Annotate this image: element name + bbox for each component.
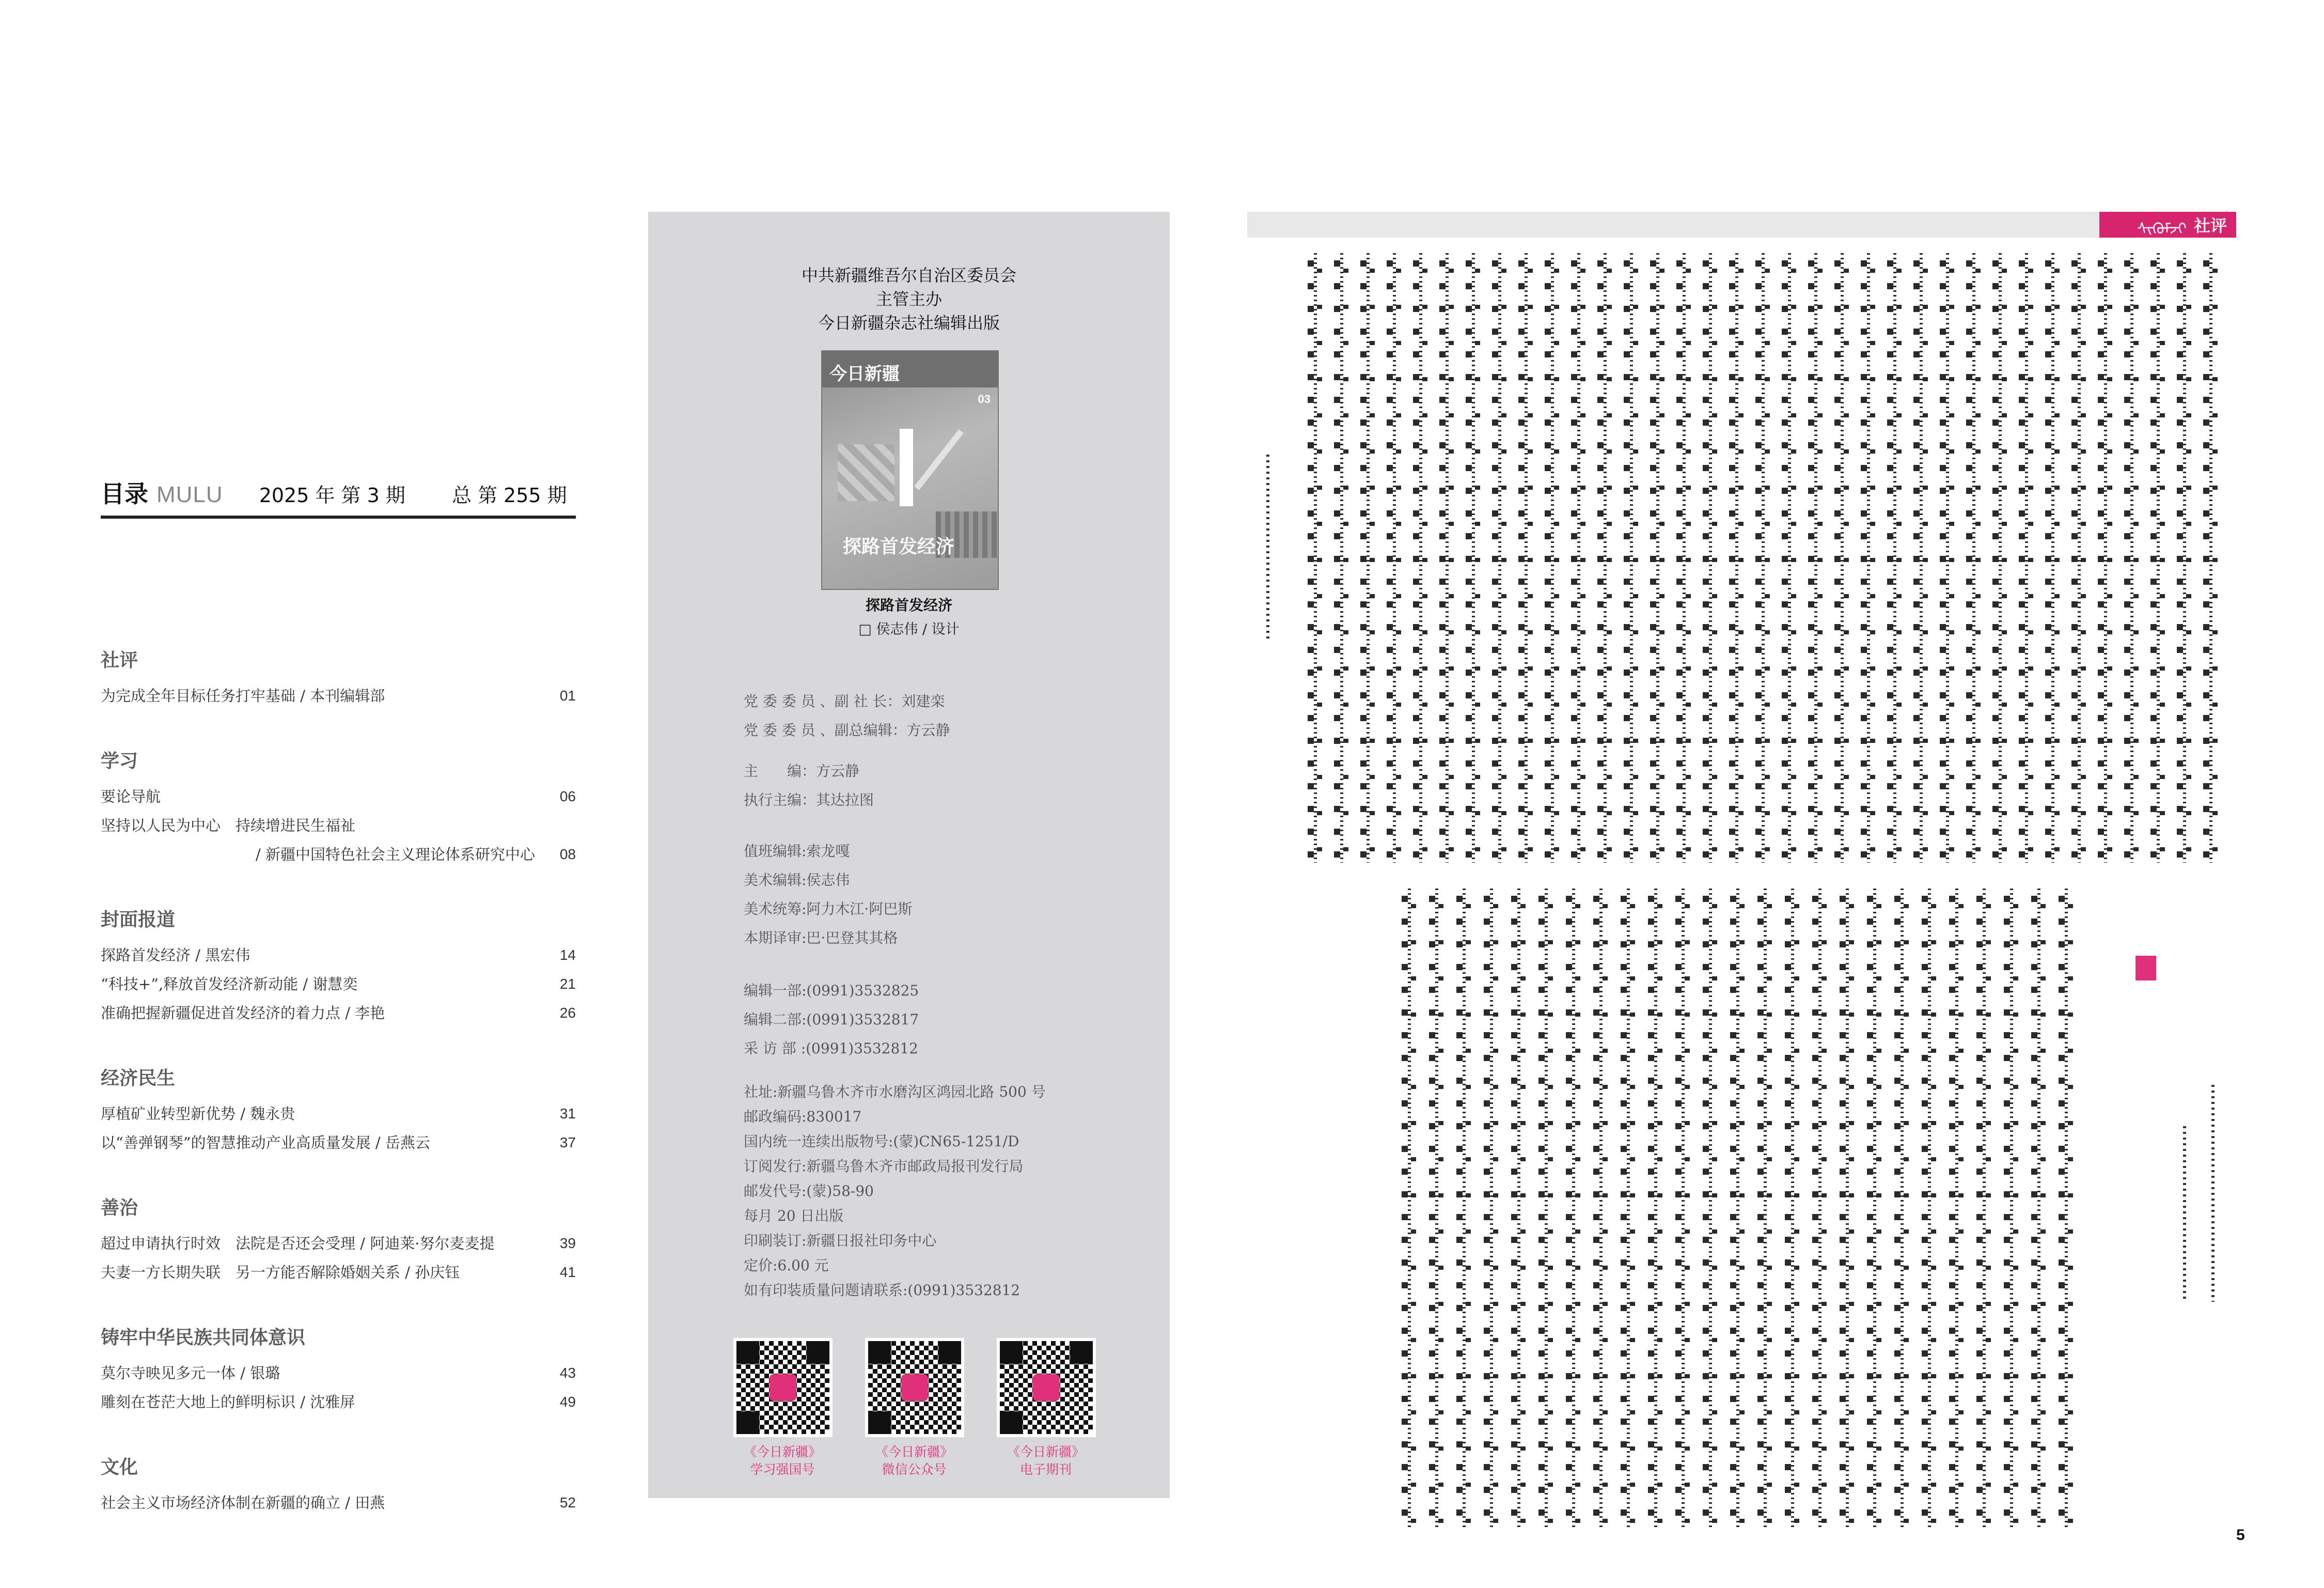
staff-line: 国内统一连续出版物号:(蒙)CN65-1251/D [744, 1133, 1019, 1150]
toc-entry[interactable] [101, 1099, 576, 1128]
qr-label: 学习强国号 [750, 1462, 815, 1477]
mongolian-text-column [1622, 253, 1641, 863]
toc-entry-title: 超过申请执行时效 法院是否还会受理 / 阿迪莱·努尔麦麦提 [101, 1235, 495, 1252]
qr-logo-icon [770, 1374, 796, 1401]
mongolian-text-column [1920, 889, 1939, 1529]
paragraph-marker-icon [2135, 956, 2156, 980]
toc-entry[interactable] [101, 811, 576, 840]
publisher-line: 今日新疆杂志社编辑出版 [818, 313, 1000, 333]
toc-pinyin: MULU [156, 482, 223, 507]
staff-list-issue [744, 837, 912, 953]
toc-title: 目录 [101, 480, 148, 508]
toc-entry[interactable] [101, 941, 576, 970]
mongolian-text-column [1885, 253, 1905, 863]
article-note [2177, 1126, 2192, 1302]
mongolian-text-column [1427, 889, 1447, 1529]
staff-line: 主 编：方云静 [744, 762, 860, 780]
toc-sections [101, 646, 576, 1553]
cover-issue: 03 [978, 393, 991, 406]
mongolian-text-column [1648, 253, 1668, 863]
toc-entry-page: 52 [559, 1494, 576, 1511]
toc-entry[interactable] [101, 782, 576, 811]
staff-line: 如有印装质量问题请联系:(0991)3532812 [744, 1282, 1020, 1299]
mongolian-text-column [1728, 889, 1748, 1529]
toc-section [101, 1193, 576, 1287]
mongolian-text-column [1974, 889, 1994, 1529]
toc-entry-title: 探路首发经济 / 黑宏伟 [101, 946, 250, 964]
toc-section-title: 学习 [101, 751, 138, 772]
qr-label: 《今日新疆》 [743, 1444, 821, 1459]
toc-section [101, 1453, 576, 1517]
section-tag-mongolian: ᠰᠢᠭᠦᠮᠵᠢ [2137, 220, 2187, 238]
toc-section-title: 封面报道 [101, 909, 176, 930]
staff-line: 采 访 部 :(0991)3532812 [744, 1040, 918, 1057]
toc-entry[interactable] [101, 1229, 576, 1258]
mongolian-text-column [1358, 253, 1378, 863]
mongolian-text-column [1516, 253, 1536, 863]
staff-line: 邮发代号:(蒙)58-90 [744, 1182, 874, 1200]
total-issue-number: 总 第 255 期 [451, 484, 567, 507]
publisher-line: 主管主办 [875, 289, 942, 309]
article-signature [1260, 455, 1276, 641]
masthead-panel [648, 212, 1170, 1498]
mongolian-text-column [1783, 889, 1802, 1529]
article-text-lower [1394, 889, 2076, 1529]
mongolian-text-column [1569, 253, 1589, 863]
table-of-contents [101, 475, 576, 1512]
mongolian-text-column [1306, 253, 1325, 863]
staff-line: 值班编辑:索龙嘎 [744, 843, 850, 860]
toc-entry-page: 43 [559, 1365, 576, 1381]
mongolian-text-column [1591, 889, 1611, 1529]
cover-logo: 今日新疆 [829, 364, 900, 384]
mongolian-text-column [2069, 253, 2089, 863]
toc-section [101, 1064, 576, 1157]
toc-entry-title: 以“善弹钢琴”的智慧推动产业高质量发展 / 岳燕云 [101, 1134, 430, 1151]
toc-header [101, 475, 576, 519]
toc-entry-title: 要论导航 [101, 788, 161, 805]
mongolian-text-column [1701, 253, 1720, 863]
publisher-line: 中共新疆维吾尔自治区委员会 [801, 266, 1016, 285]
mongolian-text-column [2096, 253, 2115, 863]
toc-entry[interactable] [101, 970, 576, 999]
staff-line: 邮政编码:830017 [744, 1108, 862, 1125]
toc-entry-page: 41 [559, 1264, 576, 1280]
staff-line: 执行主编：其达拉图 [744, 791, 874, 808]
mongolian-text-column [1385, 253, 1404, 863]
mongolian-text-column [1564, 889, 1583, 1529]
mongolian-text-column [1619, 889, 1638, 1529]
toc-entry[interactable] [101, 1258, 576, 1287]
staff-line: 订阅发行:新疆乌鲁木齐市邮政局报刊发行局 [744, 1158, 1024, 1175]
toc-section [101, 905, 576, 1027]
cover-headline: 探路首发经济 [843, 536, 955, 557]
toc-entry-title: 莫尔寺映见多元一体 / 银璐 [101, 1364, 280, 1382]
staff-line: 美术统筹:阿力木江·阿巴斯 [744, 900, 913, 917]
toc-entry-page: 21 [559, 976, 576, 992]
toc-entry-page: 37 [559, 1134, 576, 1150]
toc-entry-page: 14 [559, 947, 576, 963]
mongolian-text-column [1859, 253, 1878, 863]
qr-logo-icon [901, 1374, 928, 1401]
mongolian-text-column [1490, 253, 1510, 863]
mongolian-text-column [1673, 889, 1693, 1529]
mongolian-text-column [1332, 253, 1352, 863]
toc-entry[interactable] [101, 840, 576, 869]
staff-line: 每月 20 日出版 [744, 1207, 844, 1224]
toc-entry-page: 08 [559, 846, 576, 862]
section-tag-chinese: 社评 [2193, 216, 2227, 236]
toc-section-title: 文化 [101, 1457, 138, 1478]
toc-entry-title: / 新疆中国特色社会主义理论体系研究中心 [256, 846, 535, 863]
cover-one-graphic [900, 429, 913, 506]
toc-entry[interactable] [101, 1359, 576, 1388]
issue-number: 2025 年 第 3 期 [259, 484, 405, 507]
cover-thumbnail[interactable] [821, 350, 999, 590]
toc-entry-title: 雕刻在苍茫大地上的鲜明标识 / 沈雅屏 [101, 1393, 355, 1411]
mongolian-text-column [2056, 889, 2076, 1529]
mongolian-text-column [2002, 889, 2021, 1529]
staff-line: 定价:6.00 元 [744, 1257, 829, 1274]
mongolian-text-column [1400, 889, 1419, 1529]
mongolian-text-column [1832, 253, 1852, 863]
mongolian-text-column [1911, 253, 1931, 863]
toc-section-title: 铸牢中华民族共同体意识 [101, 1327, 306, 1348]
toc-entry[interactable] [101, 1488, 576, 1517]
staff-line: 党 委 委 员 、副 社 长：刘建栾 [744, 693, 945, 710]
cover-pen-graphic [914, 429, 964, 490]
section-tag [2099, 212, 2236, 238]
toc-entry-page: 31 [559, 1106, 576, 1122]
mongolian-text-column [1990, 253, 2010, 863]
cover-designer: □ 侯志伟 / 设计 [858, 621, 960, 637]
cover-caption: 探路首发经济 [865, 597, 952, 614]
toc-entry-title: 社会主义市场经济体制在新疆的确立 / 田燕 [101, 1494, 385, 1512]
staff-list-editors [744, 757, 874, 815]
staff-line: 党 委 委 员 、副总编辑：方云静 [744, 722, 950, 739]
mongolian-text-column [1892, 889, 1912, 1529]
staff-list-leadership [744, 687, 950, 745]
toc-entry[interactable] [101, 1388, 576, 1416]
qr-code-icon[interactable] [865, 1338, 964, 1437]
mongolian-text-column [1810, 889, 1830, 1529]
qr-label: 《今日新疆》 [1007, 1444, 1085, 1459]
toc-entry-title: 准确把握新疆促进首发经济的着力点 / 李艳 [101, 1004, 385, 1022]
toc-section-title: 经济民生 [101, 1068, 176, 1089]
mongolian-text-column [2175, 253, 2194, 863]
toc-entry[interactable] [101, 681, 576, 710]
toc-entry-page: 26 [559, 1005, 576, 1021]
qr-code-icon[interactable] [997, 1338, 1096, 1437]
staff-line: 美术编辑:侯志伟 [744, 871, 850, 889]
mongolian-text-column [1509, 889, 1529, 1529]
mongolian-text-column [2201, 253, 2221, 863]
mongolian-text-column [1437, 253, 1457, 863]
toc-section [101, 1323, 576, 1416]
staff-line: 印刷装订:新疆日报社印务中心 [744, 1232, 937, 1249]
toc-entry-title: “科技+”,释放首发经济新动能 / 谢慧奕 [101, 975, 358, 993]
toc-entry-page: 06 [559, 788, 576, 804]
mongolian-text-column [1755, 889, 1775, 1529]
qr-code-item[interactable] [997, 1338, 1095, 1478]
toc-section-title: 善治 [101, 1197, 138, 1219]
qr-label: 微信公众号 [882, 1462, 947, 1477]
publication-info [744, 1080, 1046, 1303]
mongolian-text-column [1838, 889, 1857, 1529]
toc-entry-title: 为完成全年目标任务打牢基础 / 本刊编辑部 [101, 687, 385, 705]
cover-cubes-graphic [838, 444, 894, 501]
staff-line: 本期译审:巴·巴登其其格 [744, 929, 898, 946]
qr-code-item[interactable] [733, 1338, 831, 1478]
staff-line: 编辑二部:(0991)3532817 [744, 1011, 919, 1028]
qr-codes [733, 1338, 1095, 1478]
toc-section-title: 社评 [101, 650, 138, 671]
qr-code-item[interactable] [865, 1338, 963, 1478]
mongolian-text-column [1780, 253, 1799, 863]
mongolian-text-column [1806, 253, 1826, 863]
toc-entry[interactable] [101, 999, 576, 1027]
mongolian-text-column [1964, 253, 1984, 863]
mongolian-text-column [2017, 253, 2036, 863]
mongolian-text-column [1454, 889, 1474, 1529]
toc-entry-title: 厚植矿业转型新优势 / 魏永贵 [101, 1105, 295, 1123]
mongolian-text-column [1753, 253, 1773, 863]
toc-entry[interactable] [101, 1128, 576, 1157]
mongolian-text-column [1701, 889, 1720, 1529]
mongolian-text-column [1947, 889, 1967, 1529]
mongolian-text-column [1482, 889, 1501, 1529]
mongolian-text-column [2148, 253, 2168, 863]
toc-entry-page: 01 [559, 688, 576, 704]
toc-entry-page: 39 [559, 1235, 576, 1251]
page-number: 5 [2236, 1527, 2245, 1544]
header-bar [1247, 212, 2102, 238]
qr-code-icon[interactable] [733, 1338, 833, 1437]
mongolian-text-column [1727, 253, 1747, 863]
qr-label: 《今日新疆》 [875, 1444, 953, 1459]
qr-label: 电子期刊 [1019, 1462, 1072, 1477]
mongolian-text-column [2029, 889, 2049, 1529]
qr-logo-icon [1033, 1374, 1060, 1401]
mongolian-text-column [1543, 253, 1562, 863]
staff-list-phones [744, 976, 919, 1063]
publisher-info [648, 263, 1170, 335]
staff-line: 社址:新疆乌鲁木齐市水磨沟区鸿园北路 500 号 [744, 1083, 1046, 1100]
mongolian-text-column [1865, 889, 1885, 1529]
toc-section [101, 646, 576, 710]
article-text-upper [1276, 253, 2221, 863]
mongolian-text-column [1411, 253, 1431, 863]
mongolian-text-column [1938, 253, 1957, 863]
mongolian-text-column [2122, 253, 2142, 863]
toc-section [101, 746, 576, 869]
staff-line: 编辑一部:(0991)3532825 [744, 982, 919, 999]
toc-entry-title: 夫妻一方长期失联 另一方能否解除婚姻关系 / 孙庆钰 [101, 1264, 460, 1281]
mongolian-text-column [1674, 253, 1694, 863]
mongolian-text-column [1595, 253, 1615, 863]
mongolian-text-column [2043, 253, 2063, 863]
mongolian-text-column [1464, 253, 1483, 863]
toc-entry-title: 坚持以人民为中心 持续增进民生福祉 [101, 817, 356, 834]
article-note [2205, 1085, 2221, 1302]
mongolian-text-column [1646, 889, 1666, 1529]
toc-entry-page: 49 [559, 1394, 576, 1410]
mongolian-text-column [1536, 889, 1556, 1529]
